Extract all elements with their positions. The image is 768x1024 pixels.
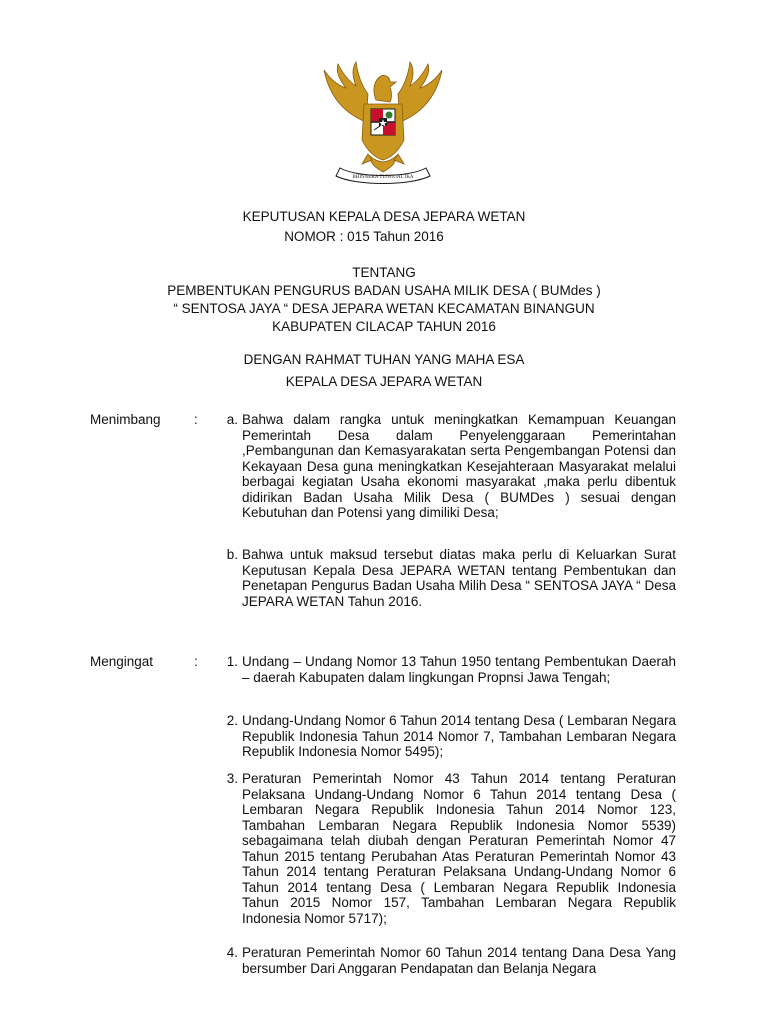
menimbang-colon: : xyxy=(194,412,198,427)
rahmat-line: DENGAN RAHMAT TUHAN YANG MAHA ESA xyxy=(243,352,525,367)
decree-title: KEPUTUSAN KEPALA DESA JEPARA WETAN xyxy=(242,209,526,224)
subject-line-1: PEMBENTUKAN PENGURUS BADAN USAHA MILIK DESA ( BUMdes ) xyxy=(167,283,601,298)
menimbang-marker-a: a. xyxy=(226,412,238,427)
kepala-line: KEPALA DESA JEPARA WETAN xyxy=(285,374,483,389)
mengingat-item-2: Undang-Undang Nomor 6 Tahun 2014 tentang Desa ( Lembaran Negara Republik Indonesia Tahun 2014 Nomor 7, Tambahan Lembaran Negara Republik Indonesia Nomor 5495); xyxy=(242,713,676,759)
mengingat-item-1: Undang – Undang Nomor 13 Tahun 1950 tentang Pembentukan Daerah – daerah Kabupaten dalam lingkungan Propnsi Jawa Tengah; xyxy=(242,654,676,685)
subject-line-2: “ SENTOSA JAYA “ DESA JEPARA WETAN KECAMATAN BINANGUN xyxy=(173,301,595,316)
menimbang-item-a: Bahwa dalam rangka untuk meningkatkan Kemampuan Keuangan Pemerintah Desa dalam Penyelenggaraan Pemerintahan ,Pembangunan dan Kemasyarakatan serta Pengembangan Potensi dan Kekayaan Desa guna meningkatkan Kesejahteraan Masyarakat melalui berbagai kegiatan Usaha ekonomi masyarakat ,maka perlu dibentuk didirikan Badan Usaha Milik Desa ( BUMDes ) sesuai dengan Kebutuhan dan Potensi yang dimiliki Desa; xyxy=(242,412,676,520)
tentang-heading: TENTANG xyxy=(352,265,416,280)
mengingat-marker-4: 4. xyxy=(226,945,238,960)
decree-number: NOMOR : 015 Tahun 2016 xyxy=(284,229,444,244)
mengingat-item-4: Peraturan Pemerintah Nomor 60 Tahun 2014 tentang Dana Desa Yang bersumber Dari Anggaran Pendapatan dan Belanja Negara xyxy=(242,945,676,976)
mengingat-marker-2: 2. xyxy=(226,713,238,728)
mengingat-marker-3: 3. xyxy=(226,771,238,786)
mengingat-marker-1: 1. xyxy=(226,654,238,669)
garuda-emblem-icon xyxy=(318,60,448,185)
menimbang-label: Menimbang xyxy=(90,412,161,427)
menimbang-item-b: Bahwa untuk maksud tersebut diatas maka perlu di Keluarkan Surat Keputusan Kepala Desa JEPARA WETAN tentang Pembentukan dan Penetapan Pengurus Badan Usaha Milih Desa “ SENTOSA JAYA “ Desa JEPARA WETAN Tahun 2016. xyxy=(242,547,676,609)
mengingat-colon: : xyxy=(194,654,198,669)
mengingat-item-3: Peraturan Pemerintah Nomor 43 Tahun 2014 tentang Peraturan Pelaksana Undang-Undang Nomor 6 Tahun 2014 tentang Desa ( Lembaran Negara Republik Indonesia Tahun 2014 Nomor 123, Tambahan Lembaran Negara Republik Indonesia Nomor 5539) sebagaimana telah diubah dengan Peraturan Pemerintah Nomor 47 Tahun 2015 tentang Perubahan Atas Peraturan Pemerintah Nomor 43 Tahun 2014 tentang Peraturan Pelaksana Undang-Undang Nomor 6 Tahun 2014 tentang Desa ( Lembaran Negara Republik Indonesia Tahun 2015 Nomor 157, Tambahan Lembaran Negara Republik Indonesia Nomor 5717); xyxy=(242,771,676,926)
subject-line-3: KABUPATEN CILACAP TAHUN 2016 xyxy=(272,319,496,334)
emblem-motto: BHINNEKA TUNGGAL IKA xyxy=(352,175,414,180)
menimbang-marker-b: b. xyxy=(226,547,238,562)
mengingat-label: Mengingat xyxy=(90,654,154,669)
